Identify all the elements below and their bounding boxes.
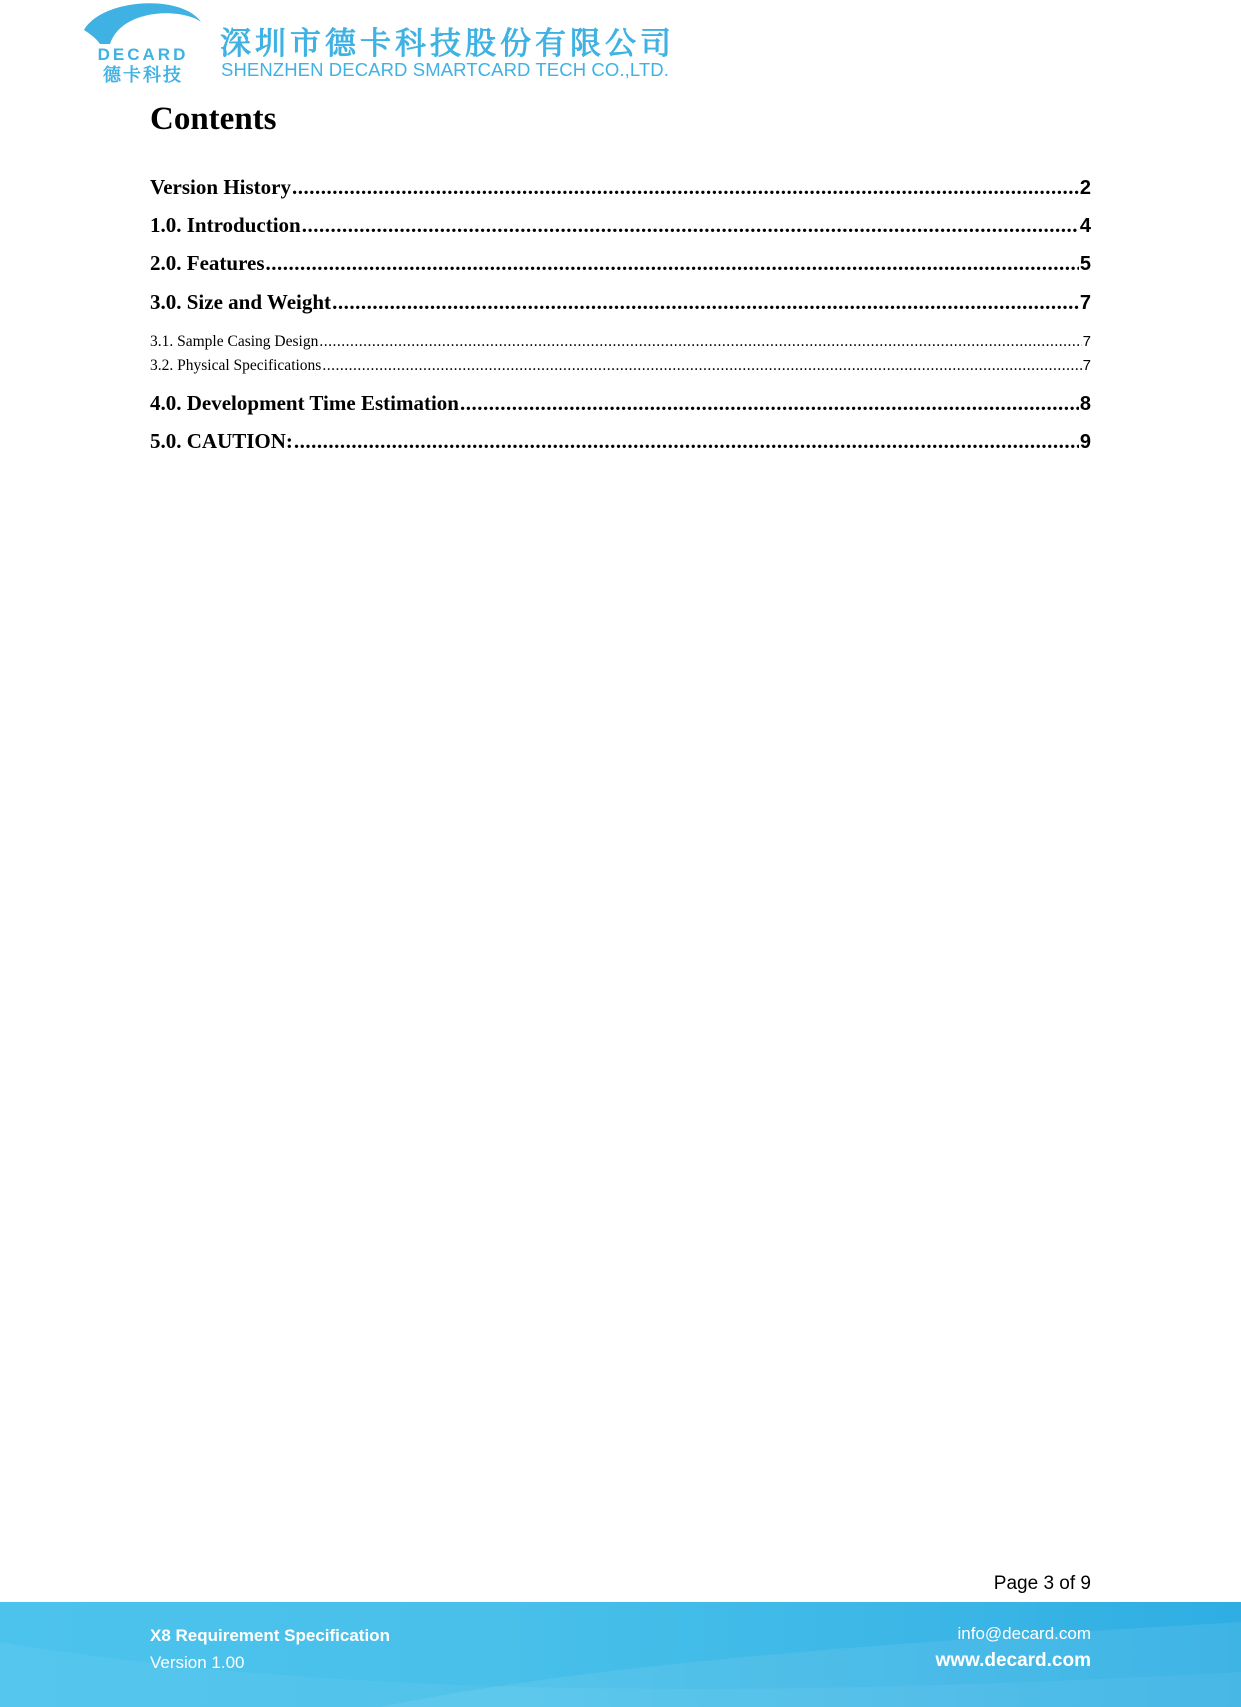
- toc-entry-label: 5.0. CAUTION:: [150, 429, 293, 453]
- toc-leader: [294, 429, 1079, 454]
- footer-website-link[interactable]: www.decard.com: [935, 1650, 1091, 1671]
- footer-email-link[interactable]: info@decard.com: [957, 1624, 1091, 1643]
- toc-entry-page: 5: [1079, 253, 1091, 275]
- page-footer: [0, 1602, 1241, 1707]
- toc-entry-version-history[interactable]: [150, 175, 1091, 203]
- toc-leader: [322, 357, 1081, 375]
- toc-entry-physical-specifications[interactable]: [150, 357, 1091, 377]
- toc-entry-label: 3.0. Size and Weight: [150, 290, 332, 314]
- toc-entry-label: 1.0. Introduction: [150, 213, 301, 237]
- toc-entry-caution[interactable]: [150, 429, 1091, 457]
- toc-leader: [292, 175, 1079, 200]
- decard-logo: [82, 0, 202, 86]
- toc-entry-page: 9: [1079, 431, 1091, 453]
- toc-entry-page: 8: [1079, 393, 1091, 415]
- toc-entry-introduction[interactable]: [150, 213, 1091, 241]
- toc-leader: [266, 251, 1079, 276]
- page-title: Contents: [150, 101, 277, 137]
- toc-entry-label: 4.0. Development Time Estimation: [150, 391, 459, 415]
- toc-leader: [460, 391, 1079, 416]
- toc-entry-label: 3.2. Physical Specifications: [150, 357, 322, 374]
- logo-brand-text: DECARD: [97, 45, 189, 64]
- toc-entry-page: 2: [1079, 177, 1091, 199]
- toc-leader: [302, 213, 1079, 238]
- toc-entry-page: 7: [1082, 357, 1091, 374]
- page-number: Page 3 of 9: [993, 1573, 1091, 1594]
- company-name-en: SHENZHEN DECARD SMARTCARD TECH CO.,LTD.: [221, 59, 669, 80]
- toc-entry-page: 7: [1079, 292, 1091, 314]
- toc-leader: [319, 333, 1081, 351]
- logo-cn-text: 德卡科技: [103, 65, 183, 86]
- toc-entry-label: Version History: [150, 175, 291, 199]
- toc-entry-development-time[interactable]: [150, 391, 1091, 419]
- toc-leader: [332, 290, 1079, 315]
- footer-version: Version 1.00: [150, 1653, 245, 1672]
- company-name-cn: 深圳市德卡科技股份有限公司: [220, 26, 675, 62]
- toc-entry-sample-casing-design[interactable]: [150, 333, 1091, 353]
- toc-entry-label: 2.0. Features: [150, 251, 265, 275]
- page-header: [0, 0, 1241, 90]
- toc-entry-page: 4: [1079, 215, 1091, 237]
- toc-entry-label: 3.1. Sample Casing Design: [150, 333, 319, 350]
- toc-entry-size-and-weight[interactable]: [150, 290, 1091, 318]
- footer-doc-title: X8 Requirement Specification: [150, 1626, 390, 1645]
- toc-entry-page: 7: [1082, 333, 1091, 350]
- toc-entry-features[interactable]: [150, 251, 1091, 279]
